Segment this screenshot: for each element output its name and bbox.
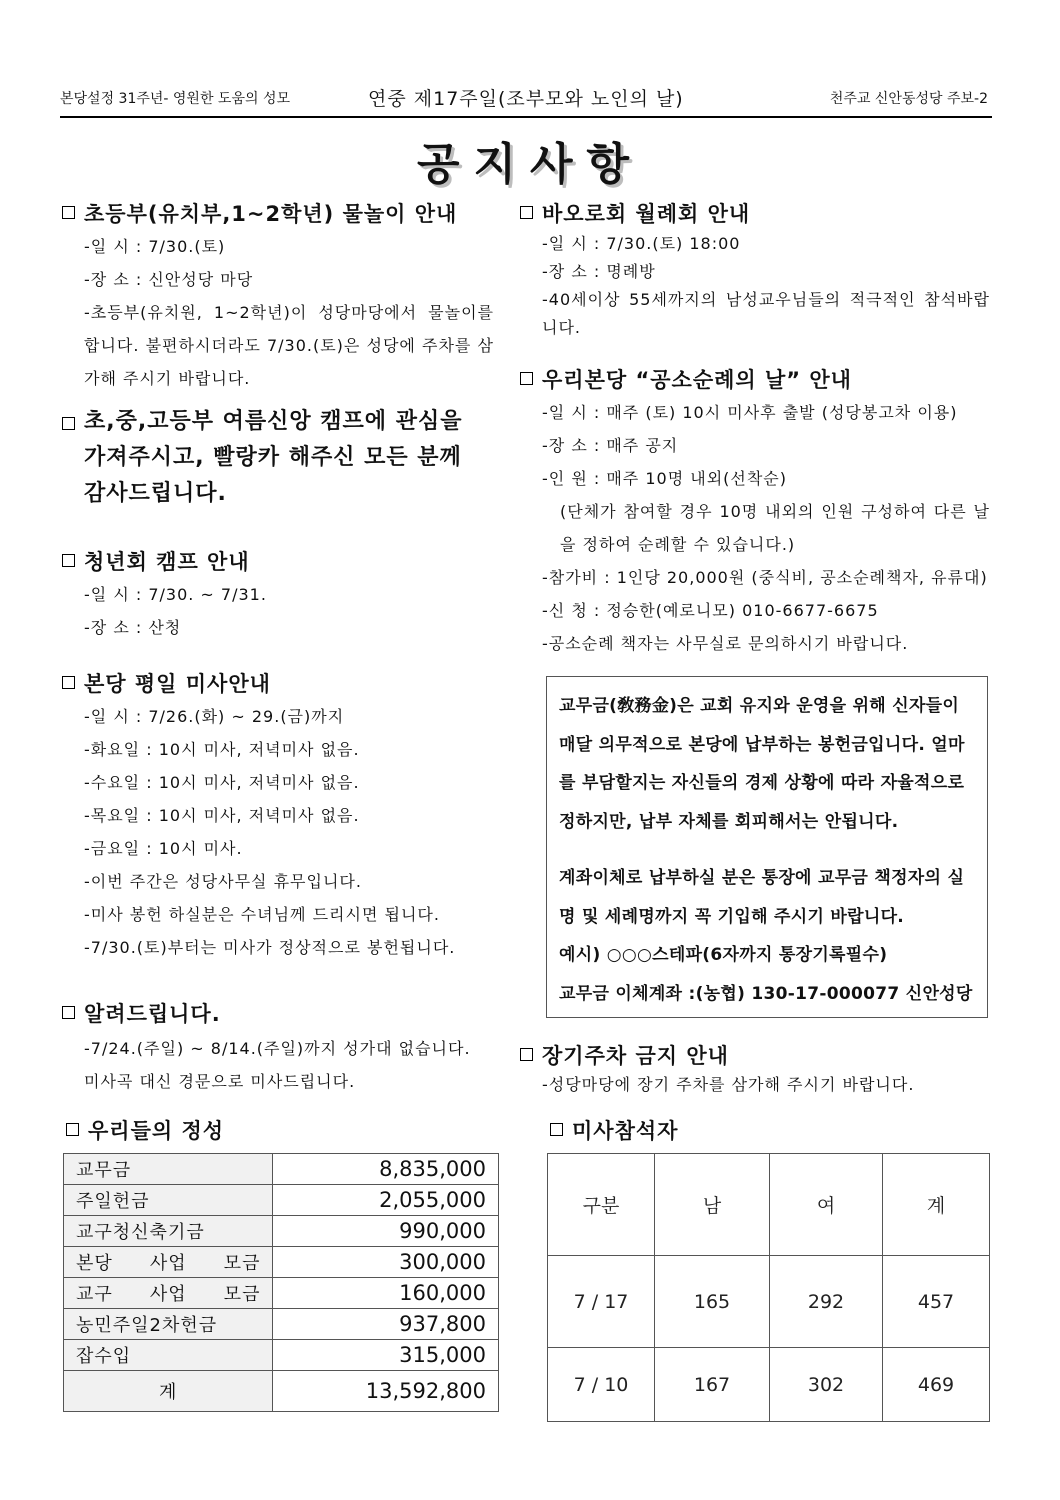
- info-line: -일 시 : 7/30.(토): [84, 237, 226, 256]
- info-paragraph: -초등부(유치원, 1~2학년)이 성당마당에서 물놀이를 합니다. 불편하시더라도 7/30.(토)은 성당에 주차를 삼가해 주시기 바랍니다.: [84, 303, 494, 388]
- section-heading: 장기주차 금지 안내: [520, 1040, 990, 1070]
- attendance-row: [548, 1348, 990, 1422]
- finance-label: 교무금: [64, 1154, 273, 1185]
- header-cell: 여: [770, 1154, 883, 1256]
- info-line: -장 소 : 신안성당 마당: [84, 270, 254, 289]
- info-line: -장 소 : 산청: [84, 618, 182, 637]
- finance-row: [64, 1185, 499, 1216]
- date-cell: 7 / 17: [548, 1256, 655, 1348]
- finance-total-row: [64, 1371, 499, 1412]
- section-heading: 본당 평일 미사안내: [62, 668, 502, 698]
- finance-row: [64, 1278, 499, 1309]
- info-line: -미사 봉헌 하실분은 수녀님께 드리시면 됩니다.: [84, 905, 440, 924]
- female-cell: 292: [770, 1256, 883, 1348]
- page-title: 공지사항: [416, 139, 643, 190]
- info-line: -7/24.(주일) ~ 8/14.(주일)까지 성가대 없습니다.: [84, 1039, 471, 1058]
- info-line: -신 청 : 정승한(예로니모) 010-6677-6675: [542, 601, 879, 620]
- section-no-parking: [520, 1040, 990, 1100]
- header-cell: 구분: [548, 1154, 655, 1256]
- total-cell: 457: [883, 1256, 990, 1348]
- notice-account: 교무금 이체계좌 :(농협) 130-17-000077 신안성당: [559, 983, 973, 1004]
- header-cell: 계: [883, 1154, 990, 1256]
- section-weekday-mass: [62, 668, 502, 964]
- thanks-text: 초,중,고등부 여름신앙 캠프에 관심을 가져주시고, 빨랑카 해주신 모든 분께 감사드립니다.: [84, 409, 463, 506]
- info-paragraph: -40세이상 55세까지의 남성교우님들의 적극적인 참석바랍니다.: [542, 290, 990, 337]
- finance-label: 교구청신축기금: [64, 1216, 273, 1247]
- checkbox-bullet-icon: [550, 1123, 563, 1136]
- finance-label: 본당 사업 모금: [64, 1247, 273, 1278]
- finance-row: [64, 1309, 499, 1340]
- finance-row: [64, 1247, 499, 1278]
- checkbox-bullet-icon: [62, 676, 75, 689]
- info-line: -일 시 : 7/30.(토) 18:00: [542, 234, 741, 253]
- info-line: -장 소 : 매주 공지: [542, 436, 679, 455]
- checkbox-bullet-icon: [520, 1048, 533, 1061]
- section-heading: 알려드립니다.: [62, 998, 502, 1028]
- page-header: [60, 84, 992, 118]
- finance-row: [64, 1216, 499, 1247]
- section-heading: 초등부(유치부,1~2학년) 물놀이 안내: [62, 198, 502, 228]
- info-note: (단체가 참여할 경우 10명 내외의 인원 구성하여 다른 날을 정하여 순례할 수 있습니다.): [560, 502, 990, 554]
- section-paulo-meeting: [520, 198, 990, 342]
- checkbox-bullet-icon: [520, 206, 533, 219]
- attendance-table: [547, 1153, 990, 1422]
- finance-value: 160,000: [273, 1278, 499, 1309]
- checkbox-bullet-icon: [520, 372, 533, 385]
- finance-value: 315,000: [273, 1340, 499, 1371]
- info-line: -성당마당에 장기 주차를 삼가해 주시기 바랍니다.: [542, 1075, 915, 1094]
- section-heading: 청년회 캠프 안내: [62, 546, 502, 576]
- section-heading: 바오로회 월례회 안내: [520, 198, 990, 228]
- info-line: -일 시 : 7/26.(화) ~ 29.(금)까지: [84, 707, 345, 726]
- finance-value: 990,000: [273, 1216, 499, 1247]
- finance-value: 937,800: [273, 1309, 499, 1340]
- info-line: -인 원 : 매주 10명 내외(선착순): [542, 469, 787, 488]
- section-announcement: [62, 998, 502, 1098]
- info-line: 미사곡 대신 경문으로 미사드립니다.: [84, 1072, 356, 1091]
- section-kids-water-play: [62, 198, 502, 395]
- finance-label: 잡수입: [64, 1340, 273, 1371]
- finance-row: [64, 1154, 499, 1185]
- checkbox-bullet-icon: [66, 1123, 79, 1136]
- info-line: -일 시 : 7/30. ~ 7/31.: [84, 585, 267, 604]
- info-line: -이번 주간은 성당사무실 휴무입니다.: [84, 872, 362, 891]
- section-youth-camp: [62, 546, 502, 644]
- male-cell: 165: [655, 1256, 770, 1348]
- section-heading: 우리본당 “공소순례의 날” 안내: [520, 364, 990, 394]
- header-left: 본당설정 31주년- 영원한 도움의 성모: [60, 91, 291, 107]
- date-cell: 7 / 10: [548, 1348, 655, 1422]
- info-line: -7/30.(토)부터는 미사가 정상적으로 봉헌됩니다.: [84, 938, 456, 957]
- header-cell: 남: [655, 1154, 770, 1256]
- section-pilgrimage: [520, 364, 990, 660]
- checkbox-bullet-icon: [62, 1006, 75, 1019]
- info-line: -일 시 : 매주 (토) 10시 미사후 출발 (성당봉고차 이용): [542, 403, 958, 422]
- total-cell: 469: [883, 1348, 990, 1422]
- info-line: -참가비 : 1인당 20,000원 (중식비, 공소순례책자, 유류대): [542, 568, 988, 587]
- finance-value: 8,835,000: [273, 1154, 499, 1185]
- finance-label: 계: [64, 1371, 273, 1412]
- checkbox-bullet-icon: [62, 554, 75, 567]
- attendance-heading: 미사참석자: [550, 1115, 678, 1145]
- finance-value: 300,000: [273, 1247, 499, 1278]
- attendance-header-row: [548, 1154, 990, 1256]
- info-line: -목요일 : 10시 미사, 저녁미사 없음.: [84, 806, 360, 825]
- info-line: -장 소 : 명례방: [542, 262, 656, 281]
- finance-value: 13,592,800: [273, 1371, 499, 1412]
- info-line: -금요일 : 10시 미사.: [84, 839, 243, 858]
- header-right: 천주교 신안동성당 주보-2: [829, 91, 988, 107]
- info-line: -화요일 : 10시 미사, 저녁미사 없음.: [84, 740, 360, 759]
- finance-row: [64, 1340, 499, 1371]
- notice-paragraph: 계좌이체로 납부하실 분은 통장에 교무금 책정자의 실명 및 세례명까지 꼭 기입해 주시기 바랍니다.: [559, 868, 965, 927]
- finance-label: 교구 사업 모금: [64, 1278, 273, 1309]
- info-line: -공소순례 책자는 사무실로 문의하시기 바랍니다.: [542, 634, 909, 653]
- finance-heading: 우리들의 정성: [66, 1115, 224, 1145]
- female-cell: 302: [770, 1348, 883, 1422]
- finance-label: 주일헌금: [64, 1185, 273, 1216]
- header-center: 연중 제17주일(조부모와 노인의 날): [368, 88, 684, 110]
- checkbox-bullet-icon: [62, 206, 75, 219]
- section-camp-thanks: [62, 404, 502, 512]
- finance-table: [63, 1153, 499, 1412]
- finance-label: 농민주일2차헌금: [64, 1309, 273, 1340]
- info-line: -수요일 : 10시 미사, 저녁미사 없음.: [84, 773, 360, 792]
- tithe-notice-box: [546, 676, 988, 1018]
- attendance-row: [548, 1256, 990, 1348]
- male-cell: 167: [655, 1348, 770, 1422]
- notice-example: 예시) ○○○스테파(6자까지 통장기록필수): [559, 945, 888, 965]
- finance-value: 2,055,000: [273, 1185, 499, 1216]
- notice-paragraph: 교무금(敎務金)은 교회 유지와 운영을 위해 신자들이 매달 의무적으로 본당에 납부하는 봉헌금입니다. 얼마를 부담할지는 자신들의 경제 상황에 따라 자율적으로 정하지만, 납부 자체를 회피해서는 안됩니다.: [559, 696, 965, 832]
- checkbox-bullet-icon: [62, 417, 75, 430]
